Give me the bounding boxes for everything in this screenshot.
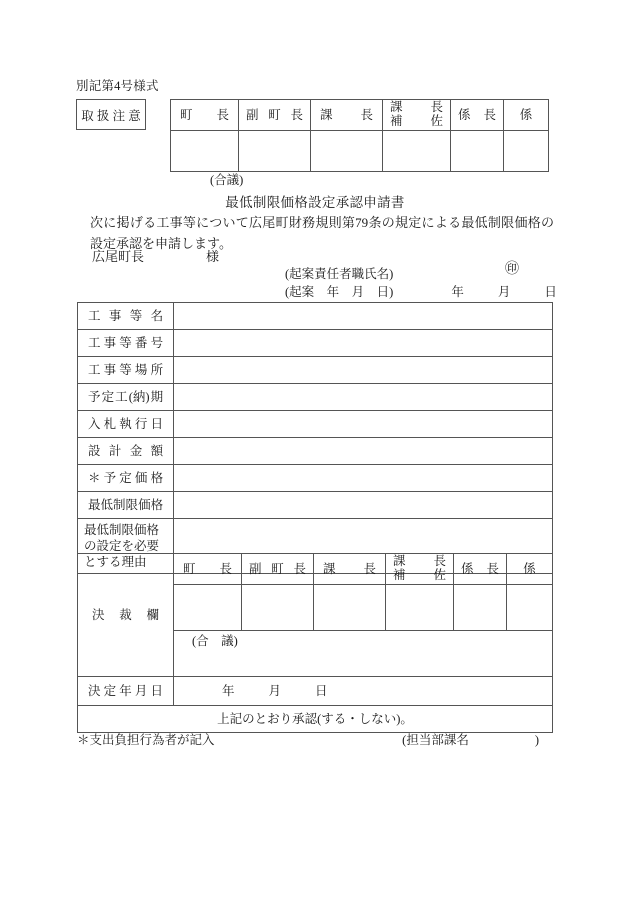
addressee-name: 広尾町長	[92, 249, 145, 264]
kessai-col-staff: 係	[507, 554, 553, 585]
drafter-responsible-label: (起案責任者職氏名)	[285, 267, 394, 281]
approval-strip-seal-row	[171, 131, 549, 172]
decision-date-value[interactable]	[174, 677, 553, 706]
approval-statement-text: 上記のとおり承認(する・しない)。	[78, 706, 553, 733]
kessai-seal-cell-mayor[interactable]	[174, 585, 242, 631]
field-value-work-location[interactable]	[174, 357, 553, 384]
footer-note-right	[402, 730, 551, 748]
footer-department-close: )	[534, 733, 539, 747]
kessai-table	[77, 553, 553, 733]
drafter-day: 日	[544, 285, 557, 299]
approval-seal-cell-staff[interactable]	[504, 131, 549, 172]
approval-seal-cell-unit-chief[interactable]	[451, 131, 504, 172]
body-paragraph-text: 次に掲げる工事等について広尾町財務規則第79条の規定による最低制限価格の設定承認を申請します。	[90, 215, 554, 251]
drafter-date-label: (起案 年 月 日)	[285, 285, 394, 299]
table-row	[78, 411, 553, 438]
table-row	[78, 303, 553, 330]
kessai-col-mayor: 町 長	[174, 554, 242, 585]
footer-notes	[77, 730, 551, 748]
drafter-year: 年	[451, 285, 464, 299]
decision-date-label: 決 定 年 月 日	[78, 677, 174, 706]
kessai-col-deputy-mayor: 副 町 長	[242, 554, 314, 585]
approval-seal-cell-section-chief[interactable]	[311, 131, 383, 172]
field-label-minimum-price: 最 低 制 限 価 格	[78, 492, 174, 519]
kessai-header-row	[78, 554, 553, 585]
field-label-design-amount: 設 計 金 額	[78, 438, 174, 465]
field-label-bid-date: 入 札 執 行 日	[78, 411, 174, 438]
addressee-honorific: 様	[206, 249, 220, 264]
seal-icon: ㊞	[505, 262, 519, 277]
application-fields-table	[77, 302, 553, 574]
kessai-godan-cell[interactable]	[174, 631, 553, 677]
decision-month: 月	[268, 683, 282, 698]
field-value-bid-date[interactable]	[174, 411, 553, 438]
table-row	[78, 492, 553, 519]
table-row	[78, 357, 553, 384]
handling-notice-box	[76, 99, 146, 130]
form-number: 別記第4号様式	[76, 79, 159, 93]
kessai-col-deputy-section-chief: 課 長 補 佐	[386, 554, 454, 585]
field-label-work-location: 工 事 等 場 所	[78, 357, 174, 384]
kessai-col-unit-chief: 係 長	[454, 554, 507, 585]
approval-col-staff: 係	[504, 100, 549, 131]
approval-strip-header-row	[171, 100, 549, 131]
kessai-godan-label: (合 議)	[192, 634, 238, 648]
kessai-seal-cell-section-chief[interactable]	[314, 585, 386, 631]
handling-notice-label: 取扱注意	[81, 108, 144, 123]
kessai-side-label: 決 裁 欄	[78, 554, 174, 677]
footer-department-open: (担当部課名	[402, 733, 469, 747]
page-title: 最低制限価格設定承認申請書	[225, 195, 405, 210]
kessai-seal-cell-deputy-mayor[interactable]	[242, 585, 314, 631]
field-value-minimum-price[interactable]	[174, 492, 553, 519]
decision-year: 年	[222, 683, 235, 698]
approval-seal-cell-mayor[interactable]	[171, 131, 239, 172]
table-row	[78, 465, 553, 492]
approval-col-deputy-section-chief: 課 長 補 佐	[383, 100, 451, 131]
drafter-month: 月	[497, 285, 511, 299]
table-row	[78, 384, 553, 411]
addressee-line	[92, 246, 219, 265]
kessai-seal-cell-deputy-section-chief[interactable]	[386, 585, 454, 631]
approval-seal-cell-deputy-section-chief[interactable]	[383, 131, 451, 172]
drafter-date-line	[285, 282, 557, 300]
field-value-work-number[interactable]	[174, 330, 553, 357]
approval-col-section-chief: 課 長	[311, 100, 383, 131]
kessai-col-section-chief: 課 長	[314, 554, 386, 585]
field-label-estimated-price: ＊ 予 定 価 格	[78, 465, 174, 492]
approval-col-unit-chief: 係 長	[451, 100, 504, 131]
table-row	[78, 438, 553, 465]
godan-caption: (合議)	[210, 173, 244, 187]
kessai-seal-cell-staff[interactable]	[507, 585, 553, 631]
field-value-estimated-price[interactable]	[174, 465, 553, 492]
kessai-seal-cell-unit-chief[interactable]	[454, 585, 507, 631]
approval-col-mayor: 町 長	[171, 100, 239, 131]
field-value-scheduled-period[interactable]	[174, 384, 553, 411]
table-row	[78, 330, 553, 357]
approval-col-deputy-mayor: 副 町 長	[239, 100, 311, 131]
field-label-work-number: 工 事 等 番 号	[78, 330, 174, 357]
footer-note-left: ＊支出負担行為者が記入	[77, 733, 215, 747]
field-label-reason: 最低制限価格 の設定を必要 とする理由	[78, 519, 174, 574]
decision-date-row	[78, 677, 553, 706]
approval-strip-table	[170, 99, 549, 172]
decision-day: 日	[315, 683, 328, 698]
field-label-scheduled-period: 予 定 工 (納) 期	[78, 384, 174, 411]
field-value-work-name[interactable]	[174, 303, 553, 330]
field-label-work-name: 工 事 等 名	[78, 303, 174, 330]
approval-seal-cell-deputy-mayor[interactable]	[239, 131, 311, 172]
approval-statement-row	[78, 706, 553, 733]
field-value-design-amount[interactable]	[174, 438, 553, 465]
